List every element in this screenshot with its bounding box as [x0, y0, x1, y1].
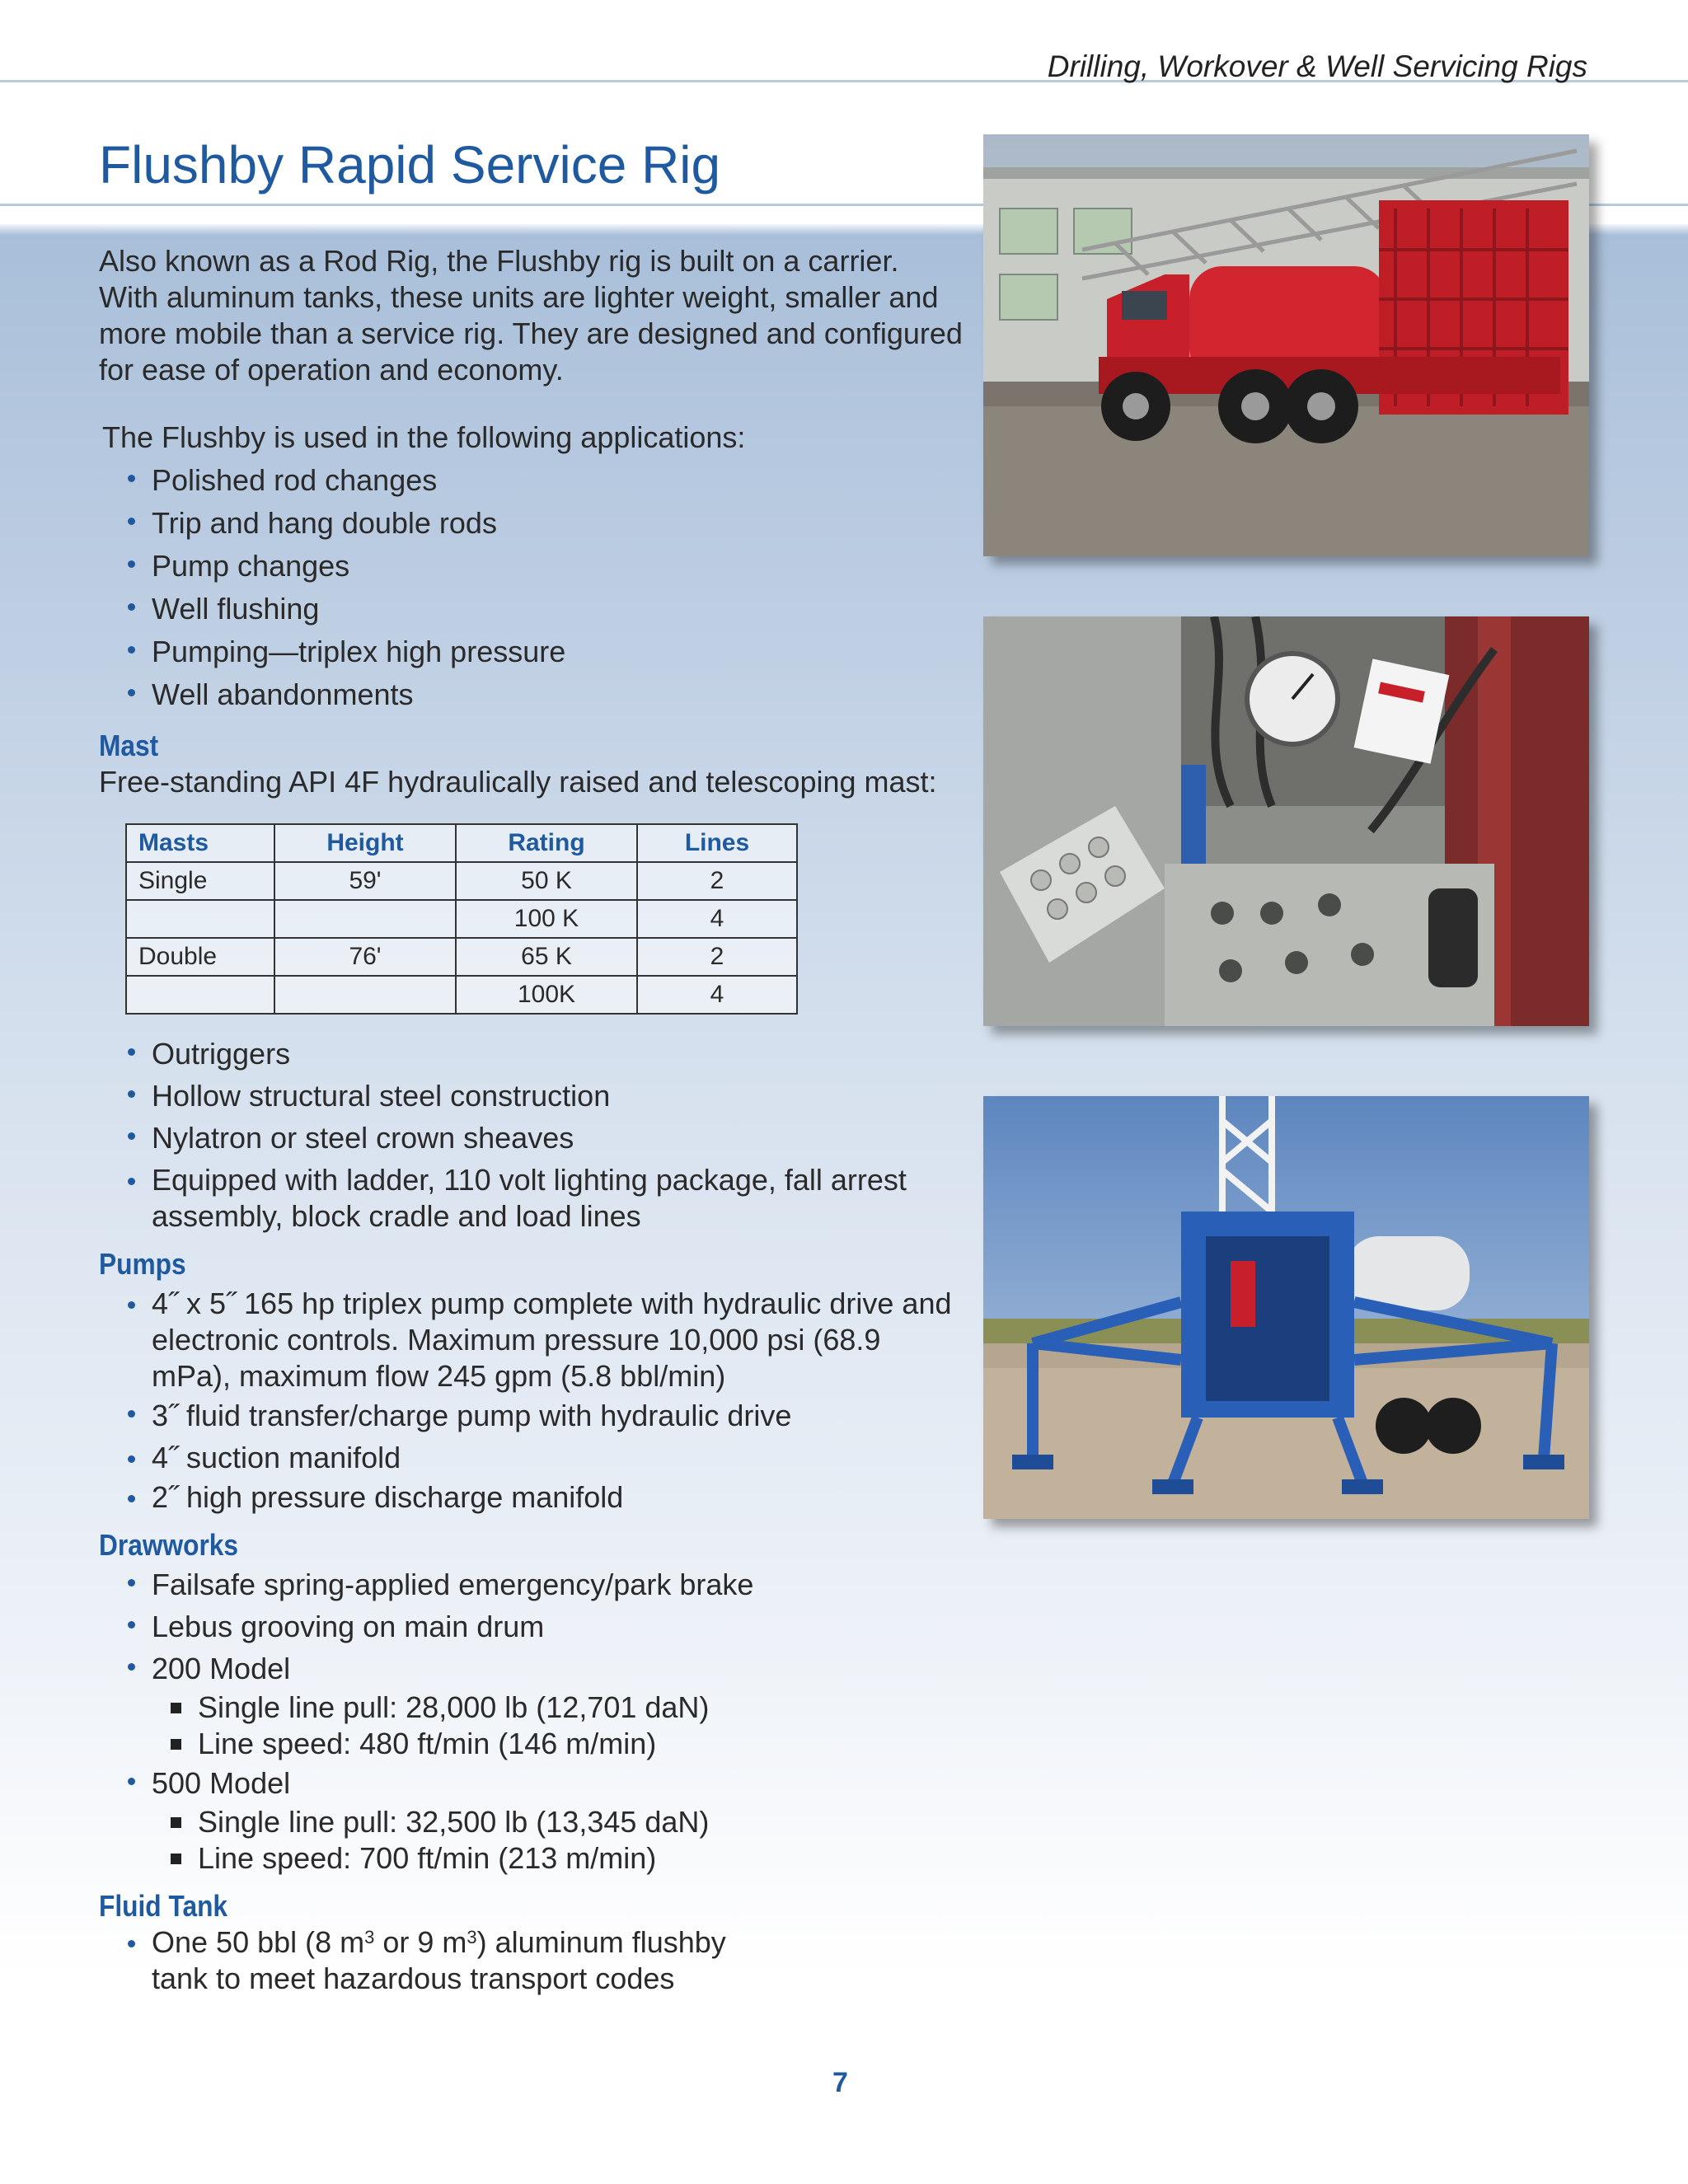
sub-list-item: Line speed: 700 ft/min (213 m/min): [198, 1840, 964, 1877]
text-fragment: ) aluminum flushby: [476, 1925, 726, 1959]
control-panel-image: [983, 616, 1589, 1026]
table-cell: Double: [126, 938, 274, 976]
sub-list-item: Line speed: 480 ft/min (146 m/min): [198, 1726, 964, 1762]
list-item: Polished rod changes: [152, 459, 964, 502]
fluid-tank-list: [99, 1924, 964, 1997]
running-header: Drilling, Workover & Well Servicing Rigs: [1047, 49, 1587, 83]
table-cell: 59': [274, 862, 456, 900]
list-item: 3˝ fluid transfer/charge pump with hydraulic drive: [152, 1394, 964, 1436]
list-item: Nylatron or steel crown sheaves: [152, 1117, 964, 1159]
applications-list: [99, 459, 964, 716]
list-item: Failsafe spring-applied emergency/park brake: [152, 1563, 964, 1605]
list-item: 4˝ suction manifold: [152, 1440, 964, 1476]
list-item: Trip and hang double rods: [152, 502, 964, 545]
table-cell: 100K: [456, 976, 637, 1014]
table-header-row: [126, 824, 797, 862]
list-item: 2˝ high pressure discharge manifold: [152, 1479, 964, 1516]
table-cell: [126, 976, 274, 1014]
text-fragment: tank to meet hazardous transport codes: [152, 1961, 675, 1995]
sub-list-item: Single line pull: 32,500 lb (13,345 daN): [198, 1804, 964, 1840]
table-row: [126, 862, 797, 900]
list-item: Well flushing: [152, 588, 964, 630]
text-fragment: or 9 m: [374, 1925, 467, 1959]
model-200-specs: [152, 1690, 964, 1762]
mast-heading: Mast: [99, 729, 159, 762]
table-cell: 4: [637, 976, 797, 1014]
column-header: Height: [274, 824, 456, 862]
list-item: Pumping—triplex high pressure: [152, 630, 964, 673]
sub-list-item: Single line pull: 28,000 lb (12,701 daN): [198, 1690, 964, 1726]
drawworks-list: [99, 1563, 964, 1877]
page-title: Flushby Rapid Service Rig: [99, 135, 721, 194]
table-cell: 65 K: [456, 938, 637, 976]
drawworks-heading: Drawworks: [99, 1528, 239, 1562]
column-header: Masts: [126, 824, 274, 862]
superscript: 3: [364, 1927, 375, 1947]
list-item: Well abandonments: [152, 673, 964, 716]
model-500-specs: [152, 1804, 964, 1877]
table-row: [126, 976, 797, 1014]
table-cell: Single: [126, 862, 274, 900]
red-rig-photo: [983, 134, 1589, 556]
table-row: [126, 938, 797, 976]
text-fragment: One 50 bbl (8 m: [152, 1925, 365, 1959]
control-panel-photo: [983, 616, 1589, 1026]
column-header: Lines: [637, 824, 797, 862]
list-item: Outriggers: [152, 1033, 964, 1075]
mast-lead: Free-standing API 4F hydraulically raised and telescoping mast:: [99, 765, 937, 799]
applications-lead: The Flushby is used in the following applications:: [102, 420, 746, 454]
list-item: 4˝ x 5˝ 165 hp triplex pump complete with hydraulic drive and electronic controls. Maximum pressure 10,000 psi (68.9 mPa), maximum flow 245 gpm (5.8 bbl/min): [152, 1286, 964, 1394]
pumps-list: [99, 1286, 964, 1516]
table-cell: [126, 900, 274, 938]
model-label: 200 Model: [152, 1652, 291, 1685]
column-header: Rating: [456, 824, 637, 862]
table-cell: 50 K: [456, 862, 637, 900]
intro-paragraph: Also known as a Rod Rig, the Flushby rig is built on a carrier. With aluminum tanks, these units are lighter weight, smaller and more mobile than a service rig. They are designed and configured for ease of operation and economy.: [99, 244, 963, 387]
list-item: [152, 1924, 964, 1997]
list-item: Equipped with ladder, 110 volt lighting package, fall arrest assembly, block cradle and load lines: [152, 1162, 964, 1235]
list-item: [152, 1647, 964, 1762]
superscript: 3: [467, 1927, 477, 1947]
pumps-heading: Pumps: [99, 1247, 186, 1281]
table-cell: [274, 900, 456, 938]
blue-rig-image: [983, 1096, 1589, 1519]
table-cell: [274, 976, 456, 1014]
table-cell: 2: [637, 862, 797, 900]
list-item: Hollow structural steel construction: [152, 1075, 964, 1117]
main-content: [99, 243, 964, 1997]
blue-rig-photo: [983, 1096, 1589, 1519]
model-label: 500 Model: [152, 1766, 291, 1800]
fluid-tank-heading: Fluid Tank: [99, 1889, 228, 1923]
list-item: Lebus grooving on main drum: [152, 1605, 964, 1647]
list-item: [152, 1762, 964, 1877]
mast-features-list: [99, 1033, 964, 1235]
page-number: 7: [832, 2067, 848, 2098]
list-item: Pump changes: [152, 545, 964, 588]
table-row: [126, 900, 797, 938]
red-rig-image: [983, 134, 1589, 556]
table-cell: 76': [274, 938, 456, 976]
table-cell: 100 K: [456, 900, 637, 938]
table-cell: 4: [637, 900, 797, 938]
masts-table: [125, 823, 798, 1015]
table-cell: 2: [637, 938, 797, 976]
